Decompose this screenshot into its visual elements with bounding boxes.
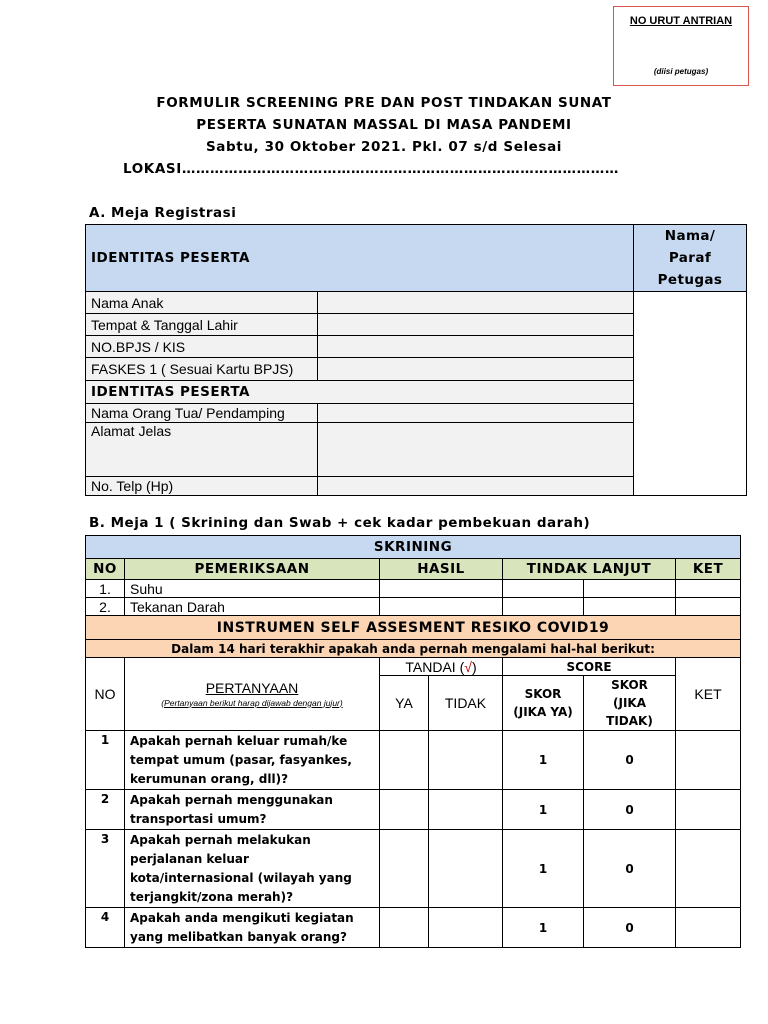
- parent-field[interactable]: [318, 404, 634, 423]
- question-ket-1[interactable]: [676, 731, 741, 790]
- tandai-label: TANDAI (: [405, 658, 465, 675]
- row-label-phone: No. Telp (Hp): [86, 477, 318, 496]
- bpjs-field[interactable]: [318, 336, 634, 358]
- identity-header: IDENTITAS PESERTA: [86, 225, 634, 292]
- petugas-header-line-2: Paraf: [668, 250, 712, 266]
- col-ket: KET: [676, 559, 741, 580]
- identity-header-2: IDENTITAS PESERTA: [86, 381, 634, 404]
- row-label-bpjs: NO.BPJS / KIS: [86, 336, 318, 358]
- queue-number-box: [613, 6, 749, 86]
- skor-ya-line-2: (JIKA YA): [513, 705, 573, 719]
- petugas-header-line-1: Nama/: [664, 228, 716, 244]
- section-a-title: A. Meja Registrasi: [89, 205, 237, 221]
- child-name-field[interactable]: [318, 292, 634, 314]
- question-no-3: 3: [86, 830, 125, 908]
- petugas-signature-field[interactable]: [634, 292, 747, 496]
- q-col-skor-ya: [503, 676, 584, 731]
- exam-followup-2b[interactable]: [584, 598, 676, 616]
- exam-no-2: 2.: [86, 598, 125, 616]
- question-tidak-4[interactable]: [429, 908, 503, 948]
- question-ya-1[interactable]: [380, 731, 429, 790]
- question-ket-4[interactable]: [676, 908, 741, 948]
- exam-ket-1[interactable]: [676, 580, 741, 598]
- exam-followup-1a[interactable]: [503, 580, 584, 598]
- phone-field[interactable]: [318, 477, 634, 496]
- form-title-line-2: PESERTA SUNATAN MASSAL DI MASA PANDEMI: [196, 117, 572, 133]
- row-label-parent: Nama Orang Tua/ Pendamping: [86, 404, 318, 423]
- question-skor-ya-2: 1: [503, 790, 584, 830]
- form-title-line-1: FORMULIR SCREENING PRE DAN POST TINDAKAN SUNAT: [156, 95, 612, 111]
- question-no-1: 1: [86, 731, 125, 790]
- skor-tidak-line-1: SKOR: [611, 678, 648, 692]
- form-date-line: Sabtu, 30 Oktober 2021. Pkl. 07 s/d Selesai: [205, 139, 563, 155]
- row-label-address: Alamat Jelas: [86, 423, 318, 477]
- question-skor-ya-4: 1: [503, 908, 584, 948]
- question-text-3: Apakah pernah melakukan perjalanan keluar kota/internasional (wilayah yang terjangkit/zona merah)?: [125, 830, 380, 908]
- exam-name-2: Tekanan Darah: [125, 598, 380, 616]
- exam-followup-1b[interactable]: [584, 580, 676, 598]
- question-ket-3[interactable]: [676, 830, 741, 908]
- question-ya-2[interactable]: [380, 790, 429, 830]
- petugas-header: [634, 225, 747, 292]
- question-tidak-1[interactable]: [429, 731, 503, 790]
- question-tidak-3[interactable]: [429, 830, 503, 908]
- address-field[interactable]: [318, 423, 634, 477]
- question-skor-tidak-1: 0: [584, 731, 676, 790]
- row-label-child-name: Nama Anak: [86, 292, 318, 314]
- petugas-header-line-3: Petugas: [657, 272, 723, 288]
- exam-followup-2a[interactable]: [503, 598, 584, 616]
- col-hasil: HASIL: [380, 559, 503, 580]
- q-col-pertanyaan: [125, 658, 380, 731]
- section-b-title: B. Meja 1 ( Skrining dan Swab + cek kadar pembekuan darah): [89, 515, 591, 531]
- q-col-tidak: TIDAK: [429, 676, 503, 731]
- skor-tidak-line-2: (JIKA TIDAK): [606, 696, 653, 728]
- queue-number-title: NO URUT ANTRIAN: [629, 15, 733, 27]
- col-pemeriksaan: PEMERIKSAAN: [125, 559, 380, 580]
- q-col-score: SCORE: [503, 658, 676, 676]
- location-line: LOKASI…………………………………………………………………………………: [123, 161, 619, 177]
- question-text-4: Apakah anda mengikuti kegiatan yang melibatkan banyak orang?: [125, 908, 380, 948]
- tandai-close: ): [471, 658, 477, 675]
- skor-ya-line-1: SKOR: [524, 687, 562, 701]
- q-col-tandai: [380, 658, 503, 676]
- exam-no-1: 1.: [86, 580, 125, 598]
- check-icon: √: [464, 658, 472, 675]
- col-no: NO: [86, 559, 125, 580]
- question-skor-tidak-3: 0: [584, 830, 676, 908]
- question-skor-ya-1: 1: [503, 731, 584, 790]
- queue-number-note: (diisi petugas): [653, 67, 709, 76]
- q-col-skor-tidak: [584, 676, 676, 731]
- row-label-faskes: FASKES 1 ( Sesuai Kartu BPJS): [86, 358, 318, 381]
- question-ya-4[interactable]: [380, 908, 429, 948]
- q-col-ya: YA: [380, 676, 429, 731]
- question-skor-ya-3: 1: [503, 830, 584, 908]
- question-text-1: Apakah pernah keluar rumah/ke tempat umum (pasar, fasyankes, kerumunan orang, dll)?: [125, 731, 380, 790]
- question-skor-tidak-2: 0: [584, 790, 676, 830]
- question-text-2: Apakah pernah menggunakan transportasi umum?: [125, 790, 380, 830]
- q-col-ket: KET: [676, 658, 741, 731]
- question-ket-2[interactable]: [676, 790, 741, 830]
- registration-table: [85, 224, 747, 496]
- exam-result-2[interactable]: [380, 598, 503, 616]
- q-col-pertanyaan-label: PERTANYAAN: [205, 679, 299, 696]
- row-label-birth: Tempat & Tanggal Lahir: [86, 314, 318, 336]
- q-col-pertanyaan-note: (Pertanyaan berikut harap dijawab dengan jujur): [161, 697, 343, 708]
- q-col-no: NO: [86, 658, 125, 731]
- question-skor-tidak-4: 0: [584, 908, 676, 948]
- question-ya-3[interactable]: [380, 830, 429, 908]
- birth-field[interactable]: [318, 314, 634, 336]
- skrining-header: SKRINING: [86, 536, 741, 559]
- question-no-2: 2: [86, 790, 125, 830]
- exam-name-1: Suhu: [125, 580, 380, 598]
- question-no-4: 4: [86, 908, 125, 948]
- instrument-title: INSTRUMEN SELF ASSESMENT RESIKO COVID19: [86, 616, 741, 640]
- instrument-subtitle: Dalam 14 hari terakhir apakah anda pernah mengalami hal-hal berikut:: [86, 640, 741, 658]
- col-tindak-lanjut: TINDAK LANJUT: [503, 559, 676, 580]
- question-tidak-2[interactable]: [429, 790, 503, 830]
- exam-result-1[interactable]: [380, 580, 503, 598]
- faskes-field[interactable]: [318, 358, 634, 381]
- screening-table: [85, 535, 741, 948]
- exam-ket-2[interactable]: [676, 598, 741, 616]
